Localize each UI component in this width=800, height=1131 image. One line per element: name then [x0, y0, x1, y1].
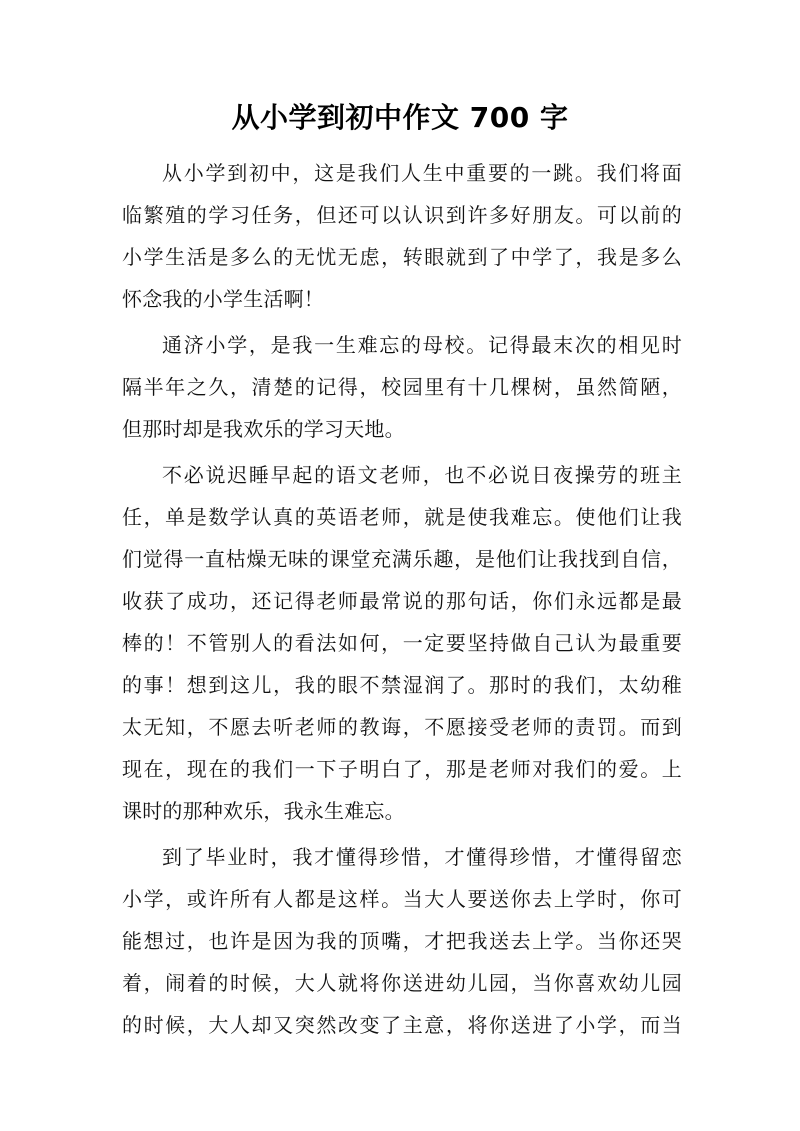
paragraph-line: 着，闹着的时候，大人就将你送进幼儿园，当你喜欢幼儿园 [122, 971, 682, 995]
paragraph-line: 不必说迟睡早起的语文老师，也不必说日夜操劳的班主 [162, 463, 682, 487]
paragraph-line: 现在，现在的我们一下子明白了，那是老师对我们的爱。上 [122, 757, 682, 781]
paragraph-4 [122, 836, 682, 1046]
paragraph-line: 隔半年之久，清楚的记得，校园里有十几棵树，虽然简陋， [122, 375, 682, 399]
paragraph-line: 棒的！不管别人的看法如何，一定要坚持做自己认为最重要 [122, 631, 682, 655]
paragraph-line: 收获了成功，还记得老师最常说的那句话，你们永远都是最 [122, 589, 682, 613]
paragraph-line: 小学，或许所有人都是这样。当大人要送你去上学时，你可 [122, 887, 682, 911]
paragraph-3 [122, 454, 682, 832]
paragraph-line: 到了毕业时，我才懂得珍惜，才懂得珍惜，才懂得留恋 [162, 845, 682, 869]
document-body [122, 152, 682, 1046]
paragraph-line: 通济小学，是我一生难忘的母校。记得最末次的相见时 [162, 333, 682, 357]
paragraph-1 [122, 152, 682, 320]
paragraph-line: 课时的那种欢乐，我永生难忘。 [122, 799, 405, 823]
paragraph-line: 能想过，也许是因为我的顶嘴，才把我送去上学。当你还哭 [122, 929, 682, 953]
paragraph-line: 怀念我的小学生活啊！ [122, 287, 324, 311]
paragraph-2 [122, 324, 682, 450]
paragraph-line: 的时候，大人却又突然改变了主意，将你送进了小学，而当 [122, 1013, 682, 1037]
paragraph-line: 任，单是数学认真的英语老师，就是使我难忘。使他们让我 [122, 505, 682, 529]
paragraph-line: 从小学到初中，这是我们人生中重要的一跳。我们将面 [162, 161, 682, 185]
paragraph-line: 小学生活是多么的无忧无虑，转眼就到了中学了，我是多么 [122, 245, 682, 269]
paragraph-line: 的事！想到这儿，我的眼不禁湿润了。那时的我们，太幼稚 [122, 673, 682, 697]
paragraph-line: 但那时却是我欢乐的学习天地。 [122, 417, 405, 441]
paragraph-line: 们觉得一直枯燥无味的课堂充满乐趣，是他们让我找到自信， [122, 547, 682, 571]
document-title: 从小学到初中作文 700 字 [231, 101, 569, 134]
paragraph-line: 太无知，不愿去听老师的教诲，不愿接受老师的责罚。而到 [122, 715, 682, 739]
paragraph-line: 临繁殖的学习任务，但还可以认识到许多好朋友。可以前的 [122, 203, 682, 227]
